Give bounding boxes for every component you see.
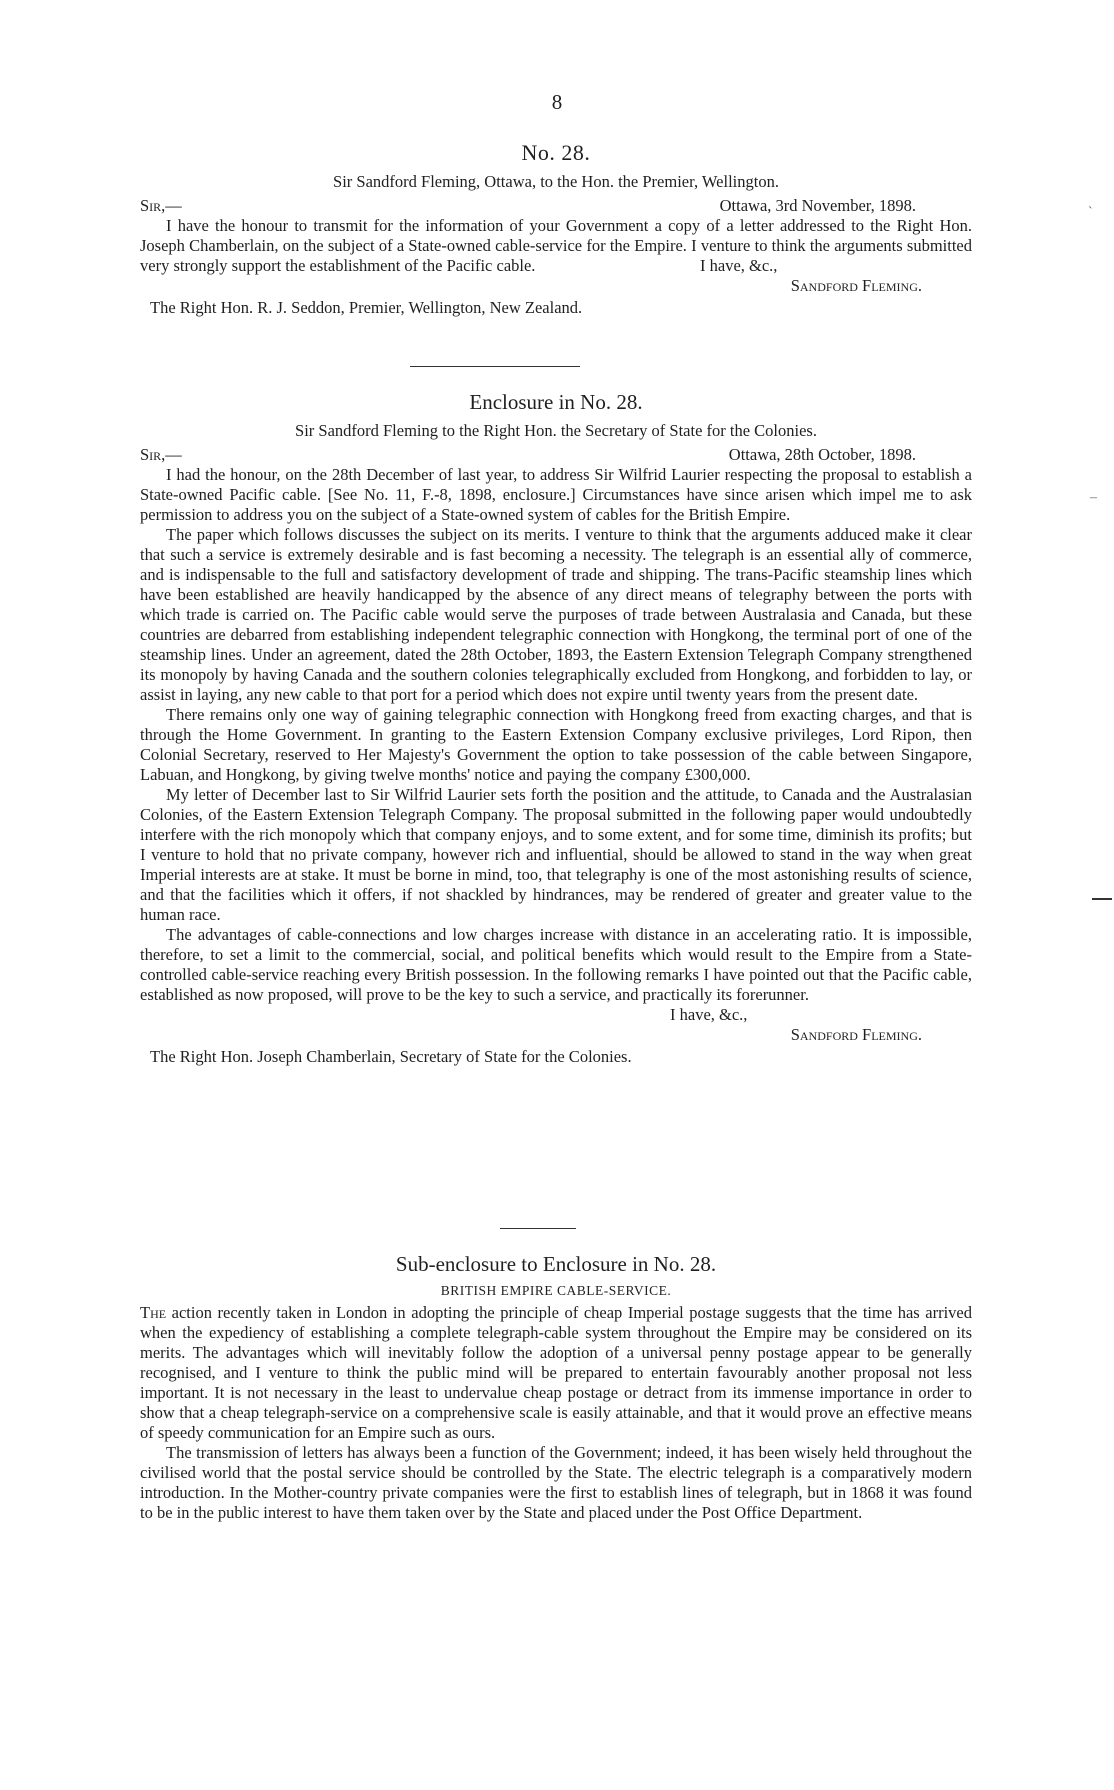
letter-from-line: Sir Sandford Fleming, Ottawa, to the Hon. the Premier, Wellington. — [333, 172, 779, 191]
enclosure-paragraph: The paper which follows discusses the subject on its merits. I venture to think that the arguments adduced make it clear that such a service is extremely desirable and is fast becoming a necessity. The telegraph is an essential ally of commerce, and is indispensable to the full and satisfactory development of trade and shipping. The trans-Pacific steamship lines which have been established are heavily handicapped by the absence of any direct means of telegraphy between the ports with which trade is carried on. The Pacific cable would serve the purposes of trade between Australasia and Canada, but these countries are debarred from establishing independent telegraphic connection with Hongkong, the terminal port of one of the steamship lines. Under an agreement, dated the 28th October, 1893, the Eastern Extension Telegraph Company strengthened its monopoly by having Canada and the southern colonies telegraphically excluded from Hongkong, and forbidden to lay, or assist in laying, any new cable to that port for a period which does not expire until twenty years from the present date. — [140, 525, 972, 704]
letter-heading: No. 28. — [521, 140, 591, 165]
letter-closing: I have, &c., — [700, 256, 778, 275]
margin-mark: ` — [1088, 205, 1093, 220]
enclosure-paragraph: The advantages of cable-connections and low charges increase with distance in an accelerating ratio. It is impossible, therefore, to set a limit to the commercial, social, and political benefits which would result to the Empire from a State-controlled cable-service reaching every British possession. In the following remarks I have pointed out that the Pacific cable, established as now proposed, will prove to be the key to such a service, and practically its forerunner. — [140, 925, 972, 1004]
margin-mark: – — [1090, 490, 1097, 505]
first-word: The — [140, 1303, 167, 1322]
letter-body: I have the honour to transmit for the information of your Government a copy of a letter addressed to the Right Hon. Joseph Chamberlain, on the subject of a State-owned cable-service for the Empire. I venture to think the arguments submitted very strongly support the establishment of the Pacific cable. — [140, 216, 972, 275]
enclosure-salutation: Sir,— — [140, 445, 182, 464]
section-divider — [500, 1228, 576, 1229]
enclosure-salutation-row — [140, 445, 972, 465]
letter-addressee: The Right Hon. R. J. Seddon, Premier, Wellington, New Zealand. — [150, 298, 583, 317]
enclosure-paragraph: My letter of December last to Sir Wilfrid Laurier sets forth the position and the attitude, to Canada and the Australasian Colonies, of the Eastern Extension Telegraph Company. The proposal submitted in the following paper would undoubtedly interfere with the rich monopoly which that company enjoys, and to some extent, and for some time, diminish its profits; but I venture to hold that no private company, however rich and influential, should be allowed to stand in the way when great Imperial interests are at stake. It must be borne in mind, too, that telegraphy is one of the most astonishing results of science, and that the facilities which it offers, if not shackled by hindrances, may be rendered of greater and greater value to the human race. — [140, 785, 972, 924]
letter-place-date: Ottawa, 3rd November, 1898. — [719, 196, 916, 215]
enclosure-closing: I have, &c., — [670, 1005, 748, 1024]
letter-28 — [140, 172, 972, 318]
enclosure-heading: Enclosure in No. 28. — [469, 390, 643, 414]
letter-salutation-row — [140, 196, 972, 216]
enclosure — [140, 390, 972, 1067]
sub-enclosure-heading: Sub-enclosure to Enclosure in No. 28. — [395, 1252, 717, 1276]
enclosure-paragraph: There remains only one way of gaining telegraphic connection with Hongkong freed from exacting charges, and that is through the Home Government. In granting to the Eastern Extension Company exclusive privileges, Lord Ripon, then Colonial Secretary, reserved to Her Majesty's Government the option to take possession of the cable between Singapore, Labuan, and Hongkong, by giving twelve months' notice and paying the company £300,000. — [140, 705, 972, 784]
sub-enclosure-paragraph — [140, 1303, 972, 1443]
enclosure-place-date: Ottawa, 28th October, 1898. — [728, 445, 916, 464]
section-divider — [410, 366, 580, 367]
sub-enclosure — [140, 1252, 972, 1523]
letter-salutation: Sir,— — [140, 196, 182, 215]
enclosure-paragraph: I had the honour, on the 28th December of last year, to address Sir Wilfrid Laurier respecting the proposal to establish a State-owned Pacific cable. [See No. 11, F.-8, 1898, enclosure.] Circumstances have since arisen which impel me to ask permission to address you on the subject of a State-owned system of cables for the British Empire. — [140, 465, 972, 524]
sub-enclosure-paragraph: The transmission of letters has always been a function of the Government; indeed, it has been wisely held throughout the civilised world that the postal service should be controlled by the State. The electric telegraph is a comparatively modern introduction. In the Mother-country private companies were the first to establish lines of telegraph, but in 1868 it was found to be in the public interest to have them taken over by the State and placed under the Post Office Department. — [140, 1443, 972, 1522]
paragraph-text: action recently taken in London in adopting the principle of cheap Imperial postage suggests that the time has arrived when the expediency of establishing a complete telegraph-cable system throughout the Empire may be considered on its merits. The advantages which will inevitably follow the adoption of a universal penny postage appear to be generally recognised, and I venture to think the public mind will be prepared to entertain favourably another proposal not less important. It is not necessary in the least to undervalue cheap postage or detract from its immense importance in order to show that a cheap telegraph-service on a comprehensive scale is easily attainable, and that it would prove an effective means of speedy communication for an Empire such as ours. — [140, 1303, 972, 1442]
sub-enclosure-subheading: BRITISH EMPIRE CABLE-SERVICE. — [440, 1283, 672, 1298]
page-number: 8 — [551, 90, 563, 114]
margin-mark — [1092, 898, 1112, 900]
enclosure-addressee: The Right Hon. Joseph Chamberlain, Secretary of State for the Colonies. — [150, 1047, 632, 1066]
enclosure-from-line: Sir Sandford Fleming to the Right Hon. the Secretary of State for the Colonies. — [295, 421, 817, 440]
enclosure-signature: Sandford Fleming. — [790, 1025, 922, 1044]
letter-signature: Sandford Fleming. — [790, 276, 922, 295]
